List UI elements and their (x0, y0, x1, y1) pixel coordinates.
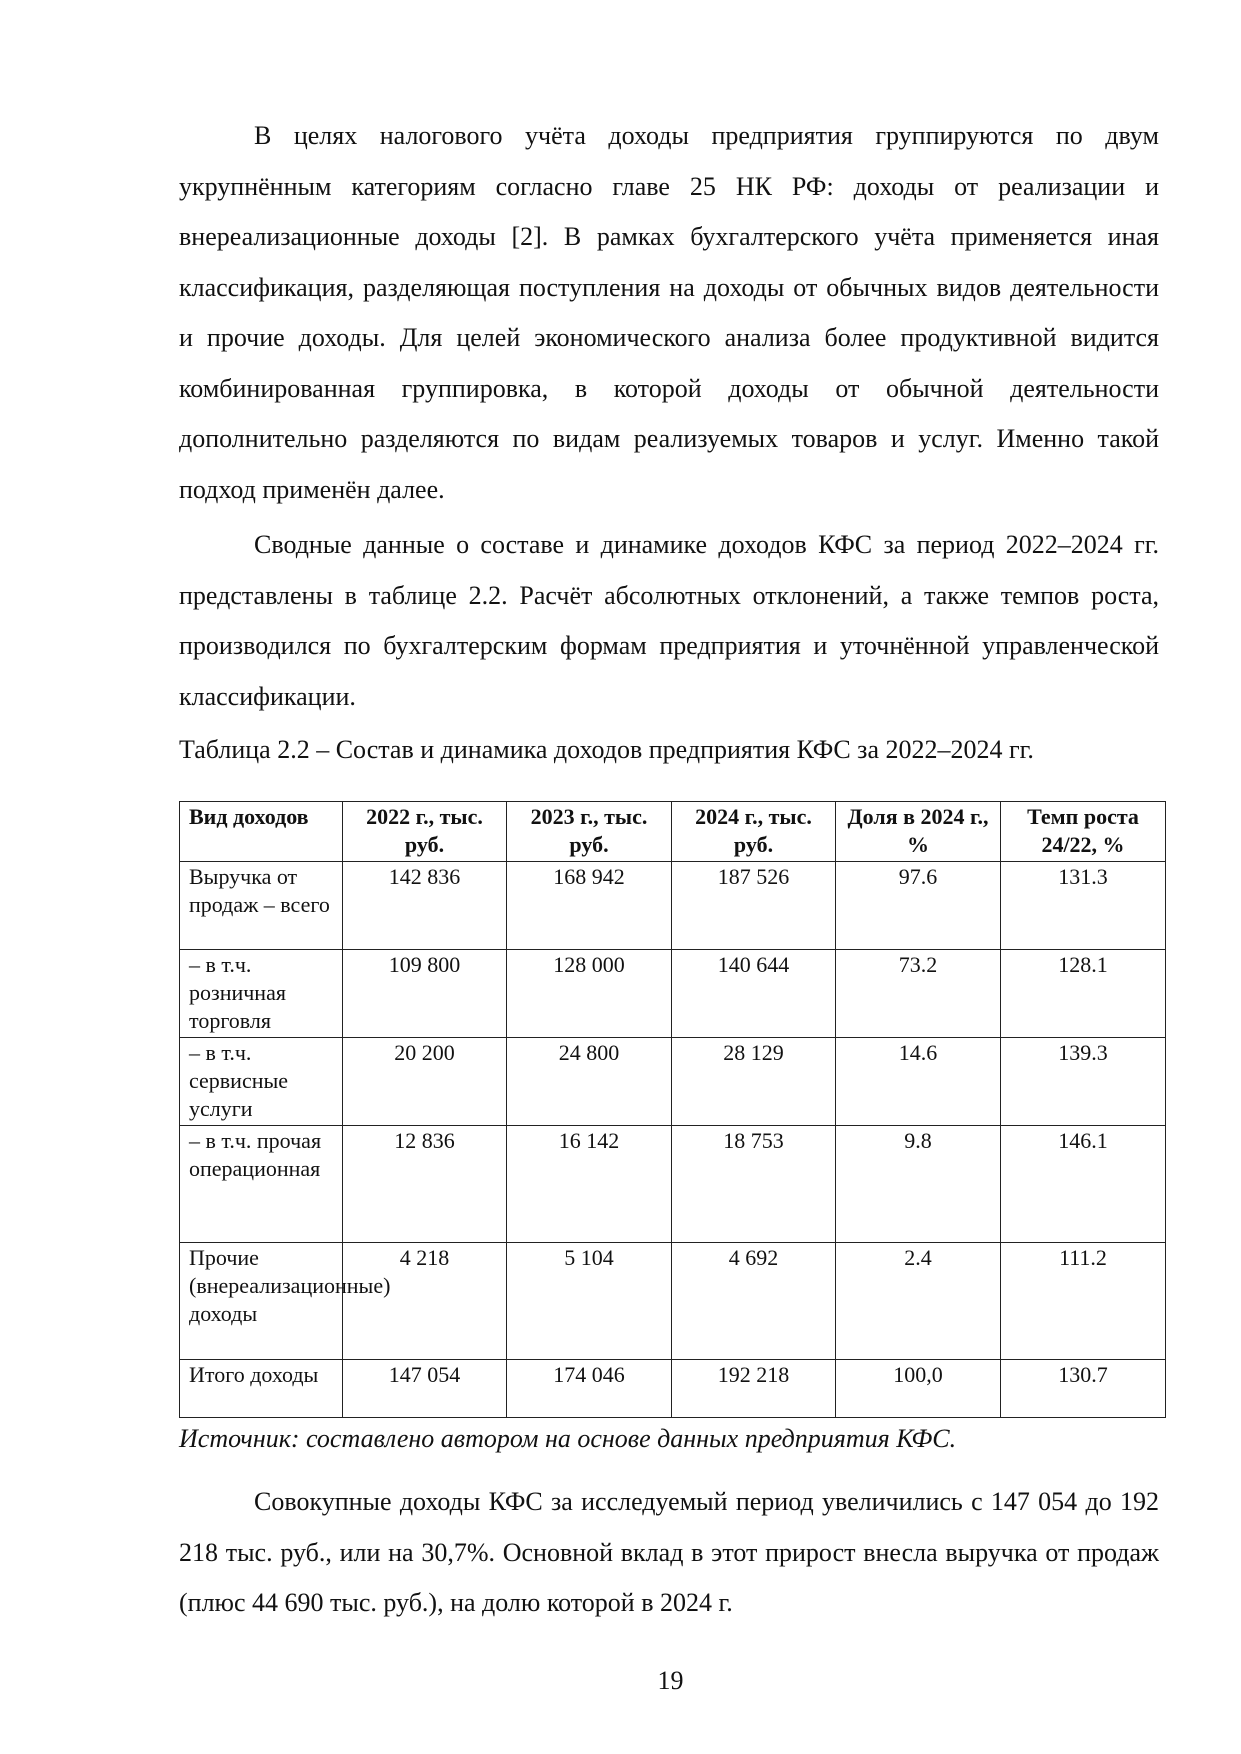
paragraph-total-income: Совокупные доходы КФС за исследуемый период увеличились с 147 054 до 192 218 тыс. руб., или на 30,7%. Основной вклад в этот прирост внесла выручка от продаж (плюс 44 690 тыс. руб.), на долю которой в 2024 г. (179, 1487, 1159, 1617)
table-cell: 18 753 (672, 1126, 836, 1243)
column-header-2023: 2023 г., тыс. руб. (507, 802, 672, 862)
table-cell: 146.1 (1001, 1126, 1166, 1243)
table-cell: 24 800 (507, 1038, 672, 1126)
table-cell-label: – в т.ч. прочая операционная (180, 1126, 343, 1243)
column-header-share-2024: Доля в 2024 г., % (836, 802, 1001, 862)
table-cell: 12 836 (343, 1126, 507, 1243)
table-cell-label: Итого доходы (180, 1360, 343, 1418)
table-cell: 16 142 (507, 1126, 672, 1243)
table-cell: 192 218 (672, 1360, 836, 1418)
column-header-2022: 2022 г., тыс. руб. (343, 802, 507, 862)
table-row-non-operating (180, 1243, 1166, 1360)
table-cell-label: – в т.ч. розничная торговля (180, 950, 343, 1038)
table-cell: 2.4 (836, 1243, 1001, 1360)
table-header-row (180, 802, 1166, 862)
income-table (179, 801, 1166, 1418)
table-cell: 168 942 (507, 862, 672, 950)
table-cell: 147 054 (343, 1360, 507, 1418)
table-cell-label: – в т.ч. сервисные услуги (180, 1038, 343, 1126)
table-row-total (180, 1360, 1166, 1418)
table-cell: 128 000 (507, 950, 672, 1038)
table-cell: 131.3 (1001, 862, 1166, 950)
paragraph-summary-data: Сводные данные о составе и динамике доходов КФС за период 2022–2024 гг. представлены в таблице 2.2. Расчёт абсолютных отклонений, а также темпов роста, производился по бухгалтерским формам предприятия и уточнённой управленческой классификации. (179, 530, 1159, 711)
table-row-sales-revenue (180, 862, 1166, 950)
table-cell: 97.6 (836, 862, 1001, 950)
table-cell-label: Прочие (внереализационные) доходы (180, 1243, 343, 1360)
table-cell: 174 046 (507, 1360, 672, 1418)
table-cell: 20 200 (343, 1038, 507, 1126)
table-row-other-operational (180, 1126, 1166, 1243)
table-source-note: Источник: составлено автором на основе данных предприятия КФС. (179, 1424, 957, 1453)
table-cell: 130.7 (1001, 1360, 1166, 1418)
table-row-services (180, 1038, 1166, 1126)
page-number: 19 (657, 1666, 684, 1695)
table-row-retail (180, 950, 1166, 1038)
column-header-growth-rate: Темп роста 24/22, % (1001, 802, 1166, 862)
paragraph-tax-classification: В целях налогового учёта доходы предприятия группируются по двум укрупнённым категориям согласно главе 25 НК РФ: доходы от реализации и внереализационные доходы [2]. В рамках бухгалтерского учёта применяется иная классификация, разделяющая поступления на доходы от обычных видов деятельности и прочие доходы. Для целей экономического анализа более продуктивной видится комбинированная группировка, в которой доходы от обычной деятельности дополнительно разделяются по видам реализуемых товаров и услуг. Именно такой подход применён далее. (179, 121, 1159, 504)
table-cell: 109 800 (343, 950, 507, 1038)
table-cell: 4 692 (672, 1243, 836, 1360)
table-cell: 4 218 (343, 1243, 507, 1360)
table-cell: 187 526 (672, 862, 836, 950)
table-caption: Таблица 2.2 – Состав и динамика доходов предприятия КФС за 2022–2024 гг. (179, 735, 1034, 764)
table-cell: 100,0 (836, 1360, 1001, 1418)
table-cell: 14.6 (836, 1038, 1001, 1126)
table-cell: 140 644 (672, 950, 836, 1038)
column-header-2024: 2024 г., тыс. руб. (672, 802, 836, 862)
table-cell: 128.1 (1001, 950, 1166, 1038)
table-cell: 9.8 (836, 1126, 1001, 1243)
table-cell: 5 104 (507, 1243, 672, 1360)
table-cell: 111.2 (1001, 1243, 1166, 1360)
table-cell: 28 129 (672, 1038, 836, 1126)
table-cell: 73.2 (836, 950, 1001, 1038)
column-header-income-type: Вид доходов (180, 802, 343, 862)
table-cell-label: Выручка от продаж – всего (180, 862, 343, 950)
table-cell: 139.3 (1001, 1038, 1166, 1126)
table-cell: 142 836 (343, 862, 507, 950)
